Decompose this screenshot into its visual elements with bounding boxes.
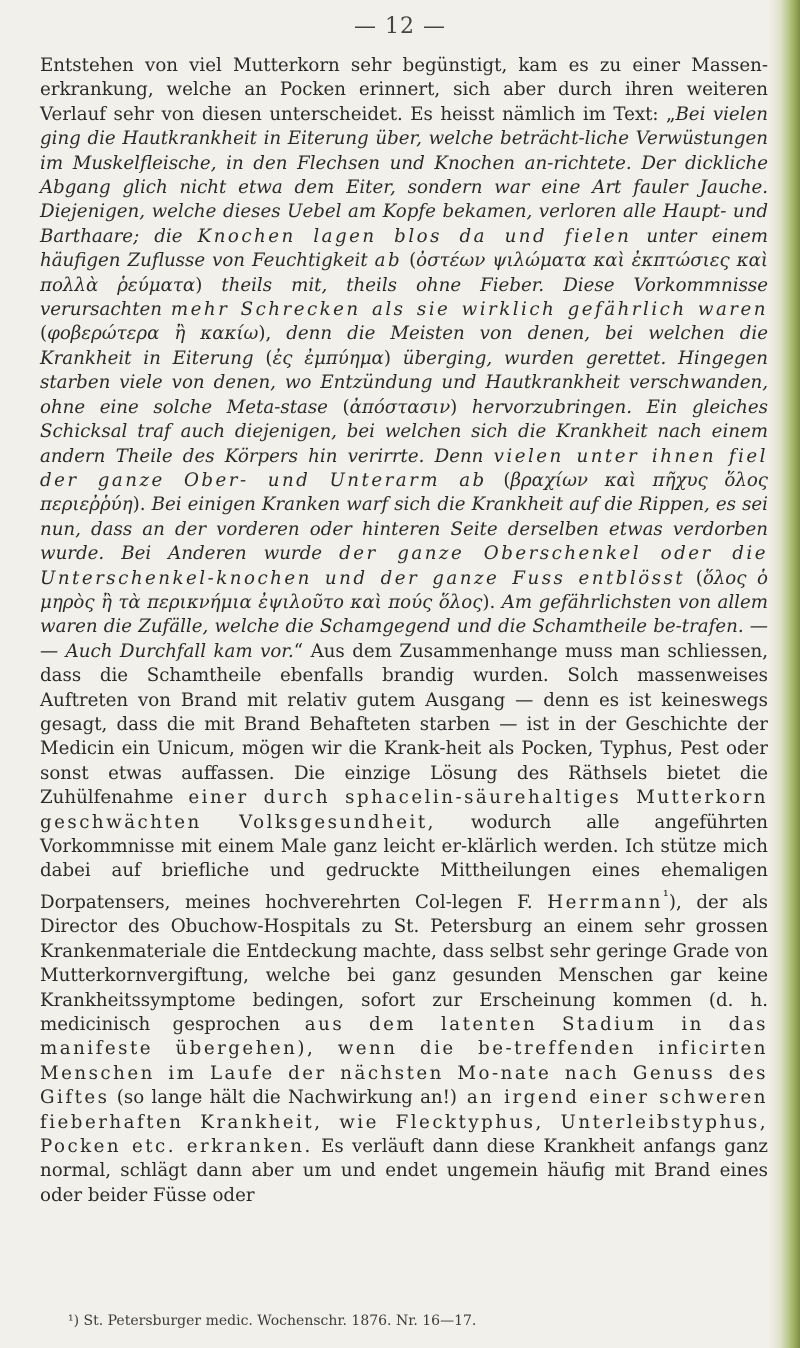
text-segment	[162, 299, 171, 320]
text-segment: ),	[258, 323, 287, 345]
text-segment: ab	[374, 250, 403, 272]
text-segment: (	[327, 396, 350, 418]
text-segment: aus dem latenten Stadium in das manifeste übergehen), wenn die be-treffenden inficirten Menschen im Laufe der nächsten Mo-nate nach Genuss des Giftes	[40, 1013, 768, 1109]
text-segment: theils mit, theils ohne Fieber. Diese Vorkommnisse verursachten	[40, 274, 768, 321]
text-segment: “ Aus dem Zusammenhange muss man schliessen, dass die Schamtheile ebenfalls brandig wurden. Solch massenweises Auftreten von Brand mit relativ gutem Ausgang — denn es ist keineswegs gesagt, dass die mit Brand Behafteten starben — ist in der Geschichte der Medicin ein Unicum, mögen wir die Krank-heit als Pocken, Typhus, Pest oder sonst etwas auffassen. Die einzige Lösung des Räthsels bietet die Zuhülfenahme	[40, 640, 769, 809]
text-segment: ἐς ἐμπύημα	[272, 347, 384, 369]
text-segment: überging, wurden gerettet. Hingegen starben viele von denen, wo Entzündung und Hautkrankheit verschwanden, ohne eine solche Meta-stase	[40, 347, 768, 418]
text-segment: der ganze Oberschenkel oder die Unterschenkel-knochen und der ganze Fuss entblösst	[40, 543, 768, 589]
text-segment: hervorzubringen. Ein gleiches Schicksal traf auch diejenigen, bei welchen sich die Krankheit nach einem andern Theile des Körpers hin verirrte. Denn	[40, 396, 768, 467]
text-segment: ), der als Director des Obuchow-Hospitals zu St. Petersburg an einem sehr grossen Krankenmateriale die Entdeckung machte, dass selbst sehr geringe Grade von Mutterkornvergiftung, welche bei ganz gesunden Menschen gar keine Krankheitssymptome bedingen, sofort zur Erscheinung kommen (d. h. medicinisch gesprochen	[40, 891, 768, 1035]
text-segment: ¹	[662, 886, 669, 905]
text-segment: (	[253, 347, 273, 369]
text-segment: unter einem häufigen Zuflusse von Feuchtigkeit	[40, 225, 769, 272]
text-segment: )	[383, 347, 403, 369]
text-segment	[322, 543, 339, 564]
text-segment: Bei vielen ging die Hautkrankheit in Eiterung über, welche beträcht-liche Verwüstungen im Muskelfleische, in den Flechsen und Knochen an-richtete. Der dickliche Abgang glich nicht etwa dem Eiter, sondern war eine Art fauler Jauche. Diejenigen, welche dieses Uebel am Kopfe bekamen, verloren alle Haupt- und Barthaare; die	[40, 103, 768, 247]
text-segment: Es verläuft dann diese Krankheit anfangs ganz normal, schlägt dann aber um und endet ungemein häufig mit Brand eines oder beider Füsse oder	[40, 1135, 768, 1206]
text-segment: φοβερώτερα ἢ κακίω	[47, 323, 259, 345]
main-paragraph	[40, 54, 768, 1208]
page-number: — 12 —	[354, 14, 446, 39]
text-segment: (	[40, 323, 48, 345]
text-segment: einer durch sphacelin-säurehaltiges Mutterkorn geschwächten Volksgesundheit,	[40, 787, 768, 833]
text-segment: wodurch alle angeführten Vorkommnisse mit einem Male ganz leicht er-klärlich werden. Ich stütze mich dabei auf briefliche und gedruckte Mittheilungen eines ehemaligen Dorpatensers, meines hochverehrten Col-legen F.	[40, 811, 768, 913]
body-text	[40, 54, 768, 1208]
text-segment: (	[402, 250, 417, 272]
text-segment: ἀπόστασιν	[349, 396, 451, 418]
footnote: ¹) St. Petersburger medic. Wochenschr. 1876. Nr. 16—17.	[68, 1313, 477, 1329]
text-segment: βραχίων καὶ πῆχυς ὅλος περιεῤῥύη	[40, 469, 768, 516]
text-segment	[483, 446, 493, 467]
text-segment: (	[486, 469, 511, 491]
text-segment: ).	[132, 494, 152, 516]
text-segment: Knochen lagen blos da und fielen	[197, 225, 632, 247]
text-segment: (	[685, 567, 703, 589]
page-edge-strip	[780, 0, 800, 1348]
text-segment: )	[450, 396, 472, 418]
text-segment: (so lange hält die Nachwirkung an!)	[109, 1087, 458, 1109]
text-segment	[183, 226, 198, 247]
text-segment: ὀστέων ψιλώματα καὶ ἐκπτώσιες καὶ πολλὰ ῥεύματα	[40, 250, 768, 296]
text-segment: Am gefährlichsten von allem waren die Zufälle, welche die Schamgegend und die Schamtheile be-trafen. — — Auch Durchfall kam vor.	[40, 591, 768, 662]
text-segment: Bei einigen Kranken warf sich die Krankheit auf die Rippen, es sei nun, dass an der vorderen oder hinteren Seite derselben etwas verdorben wurde. Bei Anderen wurde	[40, 494, 768, 565]
text-segment: denn die Meisten von denen, bei welchen die Krankheit in Eiterung	[40, 323, 768, 369]
text-segment: )	[195, 274, 222, 296]
text-segment: vielen unter ihnen fiel der ganze Ober- und Unterarm ab	[40, 445, 768, 491]
text-segment: an irgend einer schweren fieberhaften Krankheit, wie Flecktyphus, Unterleibstyphus, Pocken etc. erkranken.	[40, 1087, 768, 1157]
page-edge-shadow	[768, 0, 780, 1348]
text-segment: Herrmann	[547, 891, 663, 913]
text-segment: mehr Schrecken als sie wirklich gefährlich waren	[170, 299, 768, 321]
text-segment: ).	[482, 591, 502, 613]
text-segment: ὅλος ὁ μηρὸς ἢ τὰ περικνήμια ἐψιλοῦτο καὶ πούς ὅλος	[40, 567, 768, 613]
text-segment: Entstehen von viel Mutterkorn sehr begünstigt, kam es zu einer Massen-erkrankung, welche an Pocken erinnert, sich aber durch ihren weiteren Verlauf sehr von diesen unterscheidet. Es heisst nämlich im Text: „	[40, 55, 768, 125]
